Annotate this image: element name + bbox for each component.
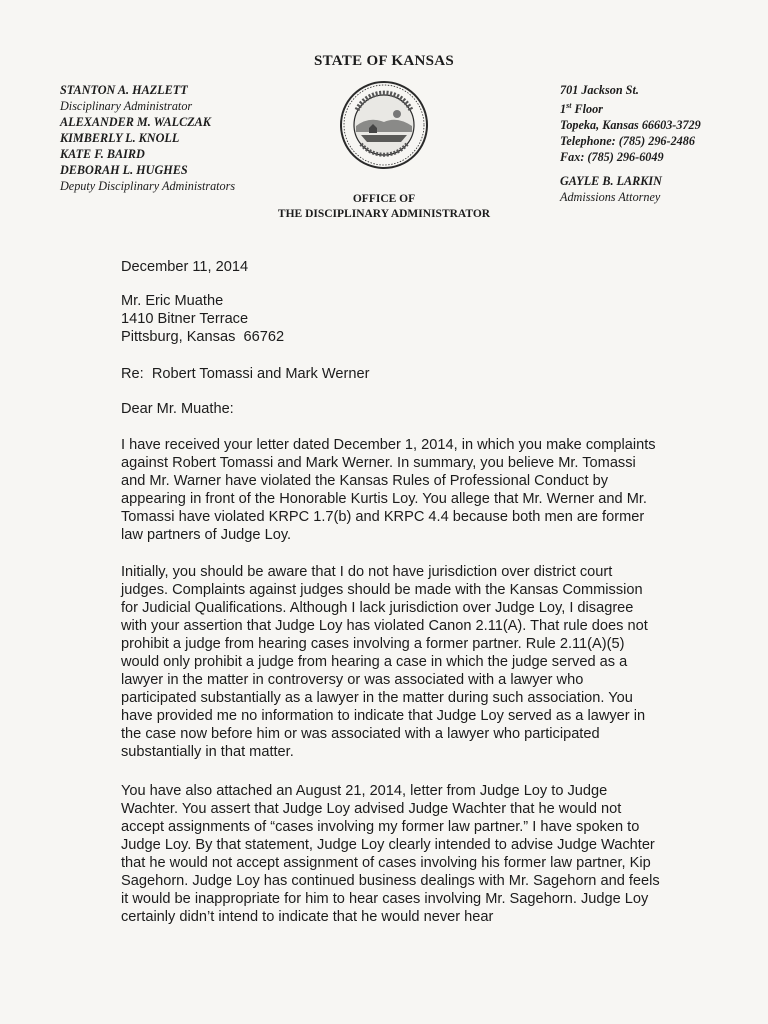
staff-name: STANTON A. HAZLETT [60,83,188,97]
office-line-1: OFFICE OF [352,193,416,205]
staff-title: Disciplinary Administrator [60,99,193,113]
paragraph-text: Initially, you should be aware that I do not have jurisdiction over district court judges. Complaints against judges should be made with the Kansas Commission for Judicial Qualifications. Although I lack jurisdiction over Judge Loy, I disagree with your assertion that Judge Loy has violated Canon 2.11(A). That rule does not prohibit a judge from hearing cases involving a former partner. Rule 2.11(A)(5) would only prohibit a judge from hearing a case in which the judge served as a lawyer in the matter in controversy or was associated with a lawyer who participated substantially as a lawyer in the matter during such association. You have provided me no information to indicate that Judge Loy served as a lawyer in the case now before him or was associated with a lawyer who participated substantially in that matter. [121,564,648,760]
staff-name: KATE F. BAIRD [60,147,145,161]
letterhead-state-title: STATE OF KANSAS [313,53,455,69]
paragraph-2 [121,563,661,761]
re-line: Re: Robert Tomassi and Mark Werner [121,366,370,382]
paragraph-3 [121,782,661,926]
address-phone: Telephone: (785) 296-2486 [560,134,695,149]
staff-name: KIMBERLY L. KNOLL [60,131,180,145]
paragraph-1 [121,436,661,544]
recipient-address [121,292,661,346]
office-heading [0,192,768,222]
address-city: Topeka, Kansas 66603-3729 [560,118,701,133]
attorney-name: GAYLE B. LARKIN [560,174,662,188]
recipient-line: Mr. Eric Muathe [121,293,224,309]
recipient-line: Pittsburg, Kansas 66762 [121,329,285,345]
address-floor: 1st Floor [560,101,603,117]
letter-date: December 11, 2014 [121,259,249,275]
letterhead-address [560,82,760,165]
staff-title: Deputy Disciplinary Administrators [60,179,236,193]
paragraph-text: You have also attached an August 21, 2014, letter from Judge Loy to Judge Wachter. You assert that Judge Loy advised Judge Wachter that he would not accept assignments of “cases involving my former law partner.” I have spoken to Judge Loy. By that statement, Judge Loy clearly intended to advise Judge Wachter that he would not accept assignment of cases involving his former law partner, Kip Sagehorn. Judge Loy has continued business dealings with Mr. Sagehorn and feels it would be inappropriate for him to hear cases involving Mr. Sagehorn. Judge Loy certainly didn’t intend to indicate that he would never hear [121,783,660,925]
address-street: 701 Jackson St. [560,83,639,97]
salutation: Dear Mr. Muathe: [121,401,234,417]
staff-name: ALEXANDER M. WALCZAK [60,115,211,129]
attorney-title: Admissions Attorney [560,190,661,204]
letterhead-staff-list [60,82,290,194]
address-fax: Fax: (785) 296-6049 [560,150,664,165]
recipient-line: 1410 Bitner Terrace [121,311,249,327]
kansas-state-seal [339,80,429,170]
paragraph-text: I have received your letter dated December 1, 2014, in which you make complaints against Robert Tomassi and Mark Werner. In summary, you believe Mr. Tomassi and Mr. Warner have violated the Kansas Rules of Professional Conduct by appearing in front of the Honorable Kurtis Loy. You allege that Mr. Werner and Mr. Tomassi have violated KRPC 1.7(b) and KRPC 4.4 because both men are former law partners of Judge Loy. [121,437,656,543]
office-line-2: THE DISCIPLINARY ADMINISTRATOR [277,208,491,220]
staff-name: DEBORAH L. HUGHES [60,163,188,177]
